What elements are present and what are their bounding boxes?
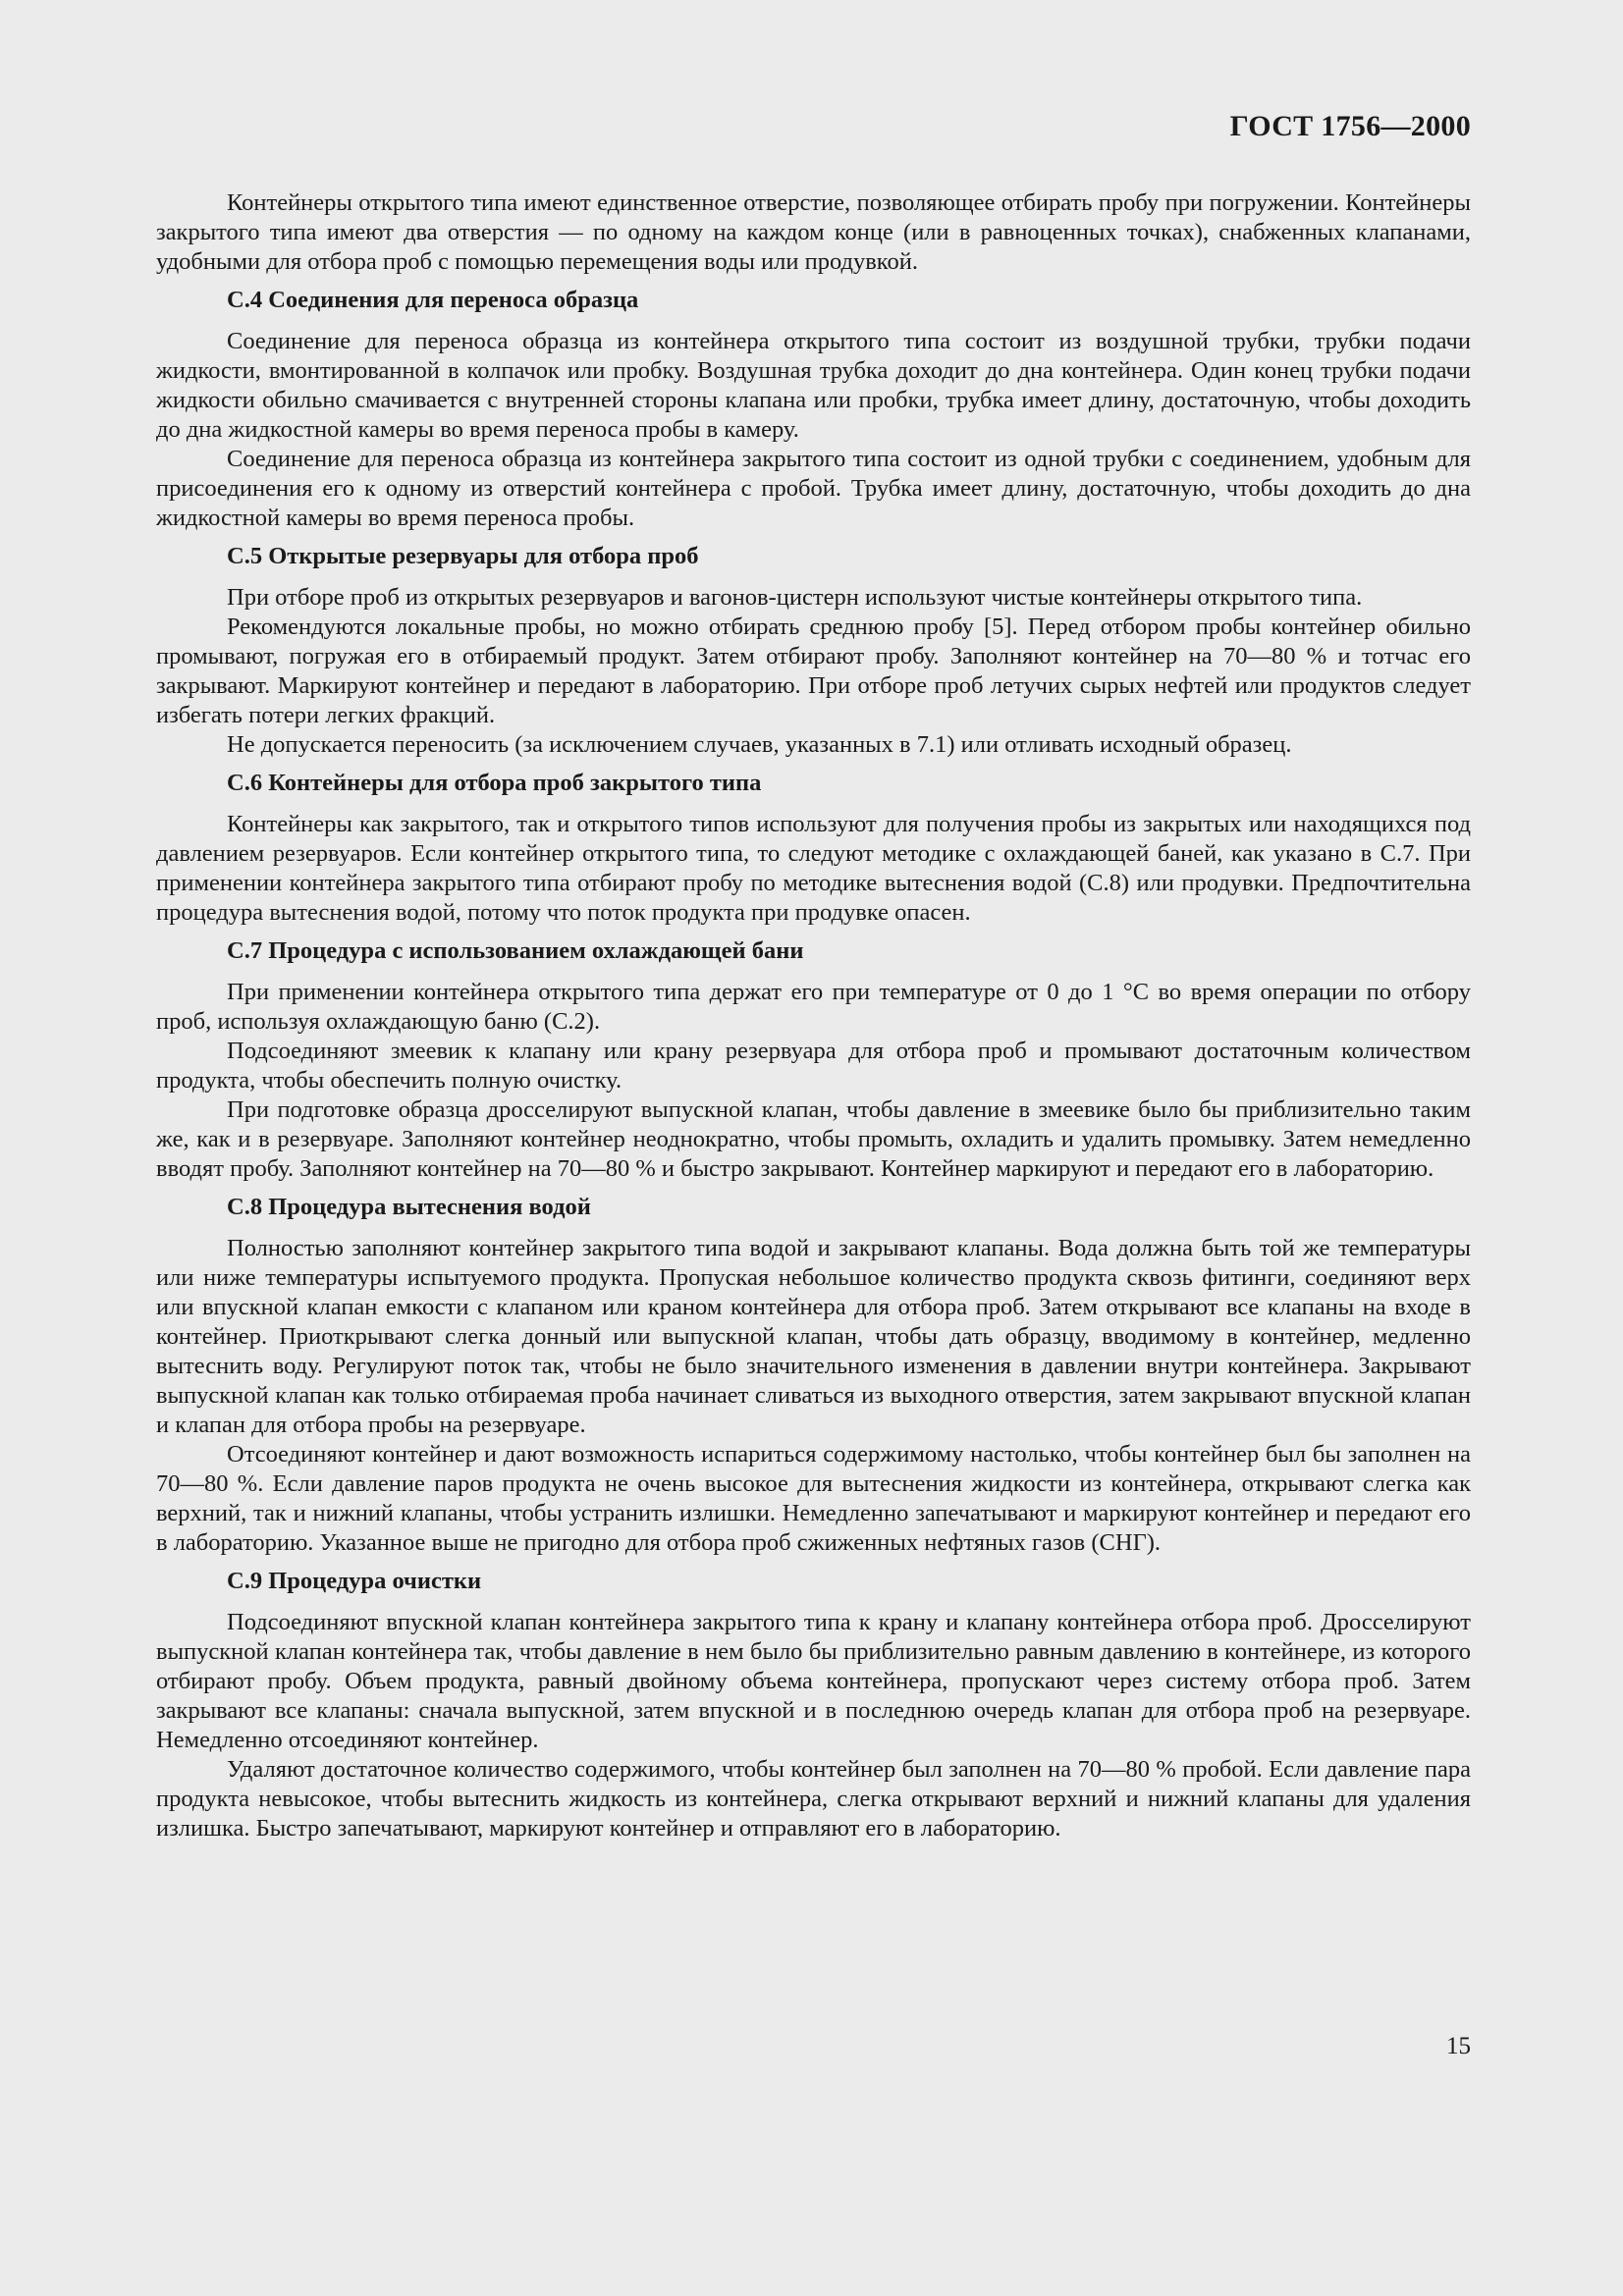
section-heading-c9: С.9 Процедура очистки [227, 1568, 482, 1594]
section-heading-c7: С.7 Процедура с использованием охлаждающей бани [227, 937, 804, 964]
paragraph: Не допускается переносить (за исключением случаев, указанных в 7.1) или отливать исходный образец. [227, 731, 1292, 758]
section-heading-c8: С.8 Процедура вытеснения водой [227, 1194, 591, 1220]
paragraph: Рекомендуются локальные пробы, но можно отбирать среднюю пробу [5]. Перед отбором пробы контейнер обильно промывают, погружая его в отбираемый продукт. Затем отбирают пробу. Заполняют контейнер на 70—80 % и тотчас его закрывают. Маркируют контейнер и передают в лабораторию. При отборе проб летучих сырых нефтей или продуктов следует избегать потери легких фракций. [156, 614, 1471, 728]
paragraph: Подсоединяют змеевик к клапану или крану резервуара для отбора проб и промывают достаточным количеством продукта, чтобы обеспечить полную очистку. [156, 1038, 1471, 1094]
paragraph: Удаляют достаточное количество содержимого, чтобы контейнер был заполнен на 70—80 % пробой. Если давление пара продукта невысокое, чтобы вытеснить жидкость из контейнера, слегка открывают верхний и нижний клапаны для удаления излишка. Быстро запечатывают, маркируют контейнер и отправляют его в лабораторию. [156, 1756, 1471, 1842]
paragraph: Отсоединяют контейнер и дают возможность испариться содержимому настолько, чтобы контейнер был бы заполнен на 70—80 %. Если давление паров продукта не очень высокое для вытеснения жидкости из контейнера, открывают слегка как верхний, так и нижний клапаны, чтобы устранить излишки. Немедленно запечатывают и маркируют контейнер и передают его в лабораторию. Указанное выше не пригодно для отбора проб сжиженных нефтяных газов (СНГ). [156, 1441, 1471, 1556]
paragraph: Подсоединяют впускной клапан контейнера закрытого типа к крану и клапану контейнера отбора проб. Дросселируют выпускной клапан контейнера так, чтобы давление в нем было бы приблизительно равным давлению в контейнере, из которого отбирают пробу. Объем продукта, равный двойному объема контейнера, пропускают через систему отбора проб. Затем закрывают все клапаны: сначала выпускной, затем впускной и в последнюю очередь клапан для отбора проб на резервуаре. Немедленно отсоединяют контейнер. [156, 1609, 1471, 1753]
paragraph: При подготовке образца дросселируют выпускной клапан, чтобы давление в змеевике было бы приблизительно таким же, как и в резервуаре. Заполняют контейнер неоднократно, чтобы промыть, охладить и удалить промывку. Затем немедленно вводят пробу. Заполняют контейнер на 70—80 % и быстро закрывают. Контейнер маркируют и передают его в лабораторию. [156, 1096, 1471, 1182]
section-heading-c5: С.5 Открытые резервуары для отбора проб [227, 543, 699, 569]
section-heading-c6: С.6 Контейнеры для отбора проб закрытого типа [227, 770, 762, 796]
page-body [156, 188, 1471, 1843]
paragraph: Полностью заполняют контейнер закрытого типа водой и закрывают клапаны. Вода должна быть той же температуры или ниже температуры испытуемого продукта. Пропуская небольшое количество продукта сквозь фитинги, соединяют верх или впускной клапан емкости с клапаном или краном контейнера для отбора проб. Затем открывают все клапаны на входе в контейнер. Приоткрывают слегка донный или выпускной клапан, чтобы дать образцу, вводимому в контейнер, медленно вытеснить воду. Регулируют поток так, чтобы не было значительного изменения в давлении внутри контейнера. Закрывают выпускной клапан как только отбираемая проба начинает сливаться из выходного отверстия, затем закрывают впускной клапан и клапан для отбора пробы на резервуаре. [156, 1235, 1471, 1438]
section-heading-c4: С.4 Соединения для переноса образца [227, 287, 639, 313]
paragraph: При отборе проб из открытых резервуаров и вагонов-цистерн используют чистые контейнеры открытого типа. [227, 584, 1363, 611]
paragraph: Соединение для переноса образца из контейнера закрытого типа состоит из одной трубки с соединением, удобным для присоединения его к одному из отверстий контейнера с пробой. Трубка имеет длину, достаточную, чтобы доходить до дна жидкостной камеры во время переноса пробы. [156, 446, 1471, 531]
paragraph: Соединение для переноса образца из контейнера открытого типа состоит из воздушной трубки, трубки подачи жидкости, вмонтированной в колпачок или пробку. Воздушная трубка доходит до дна контейнера. Один конец трубки подачи жидкости обильно смачивается с внутренней стороны клапана или пробки, трубка имеет длину, достаточную, чтобы доходить до дна жидкостной камеры во время переноса пробы в камеру. [156, 328, 1471, 443]
intro-paragraph: Контейнеры открытого типа имеют единственное отверстие, позволяющее отбирать пробу при погружении. Контейнеры закрытого типа имеют два отверстия — по одному на каждом конце (или в равноценных точках), снабженных клапанами, удобными для отбора проб с помощью перемещения воды или продувкой. [156, 189, 1471, 275]
document-header: ГОСТ 1756—2000 [1229, 110, 1471, 142]
paragraph: Контейнеры как закрытого, так и открытого типов используют для получения пробы из закрытых или находящихся под давлением резервуаров. Если контейнер открытого типа, то следуют методике с охлаждающей баней, как указано в С.7. При применении контейнера закрытого типа отбирают пробу по методике вытеснения водой (С.8) или продувки. Предпочтительна процедура вытеснения водой, потому что поток продукта при продувке опасен. [156, 811, 1471, 926]
page-number: 15 [1446, 2033, 1471, 2059]
paragraph: При применении контейнера открытого типа держат его при температуре от 0 до 1 °С во время операции по отбору проб, используя охлаждающую баню (С.2). [156, 979, 1471, 1035]
